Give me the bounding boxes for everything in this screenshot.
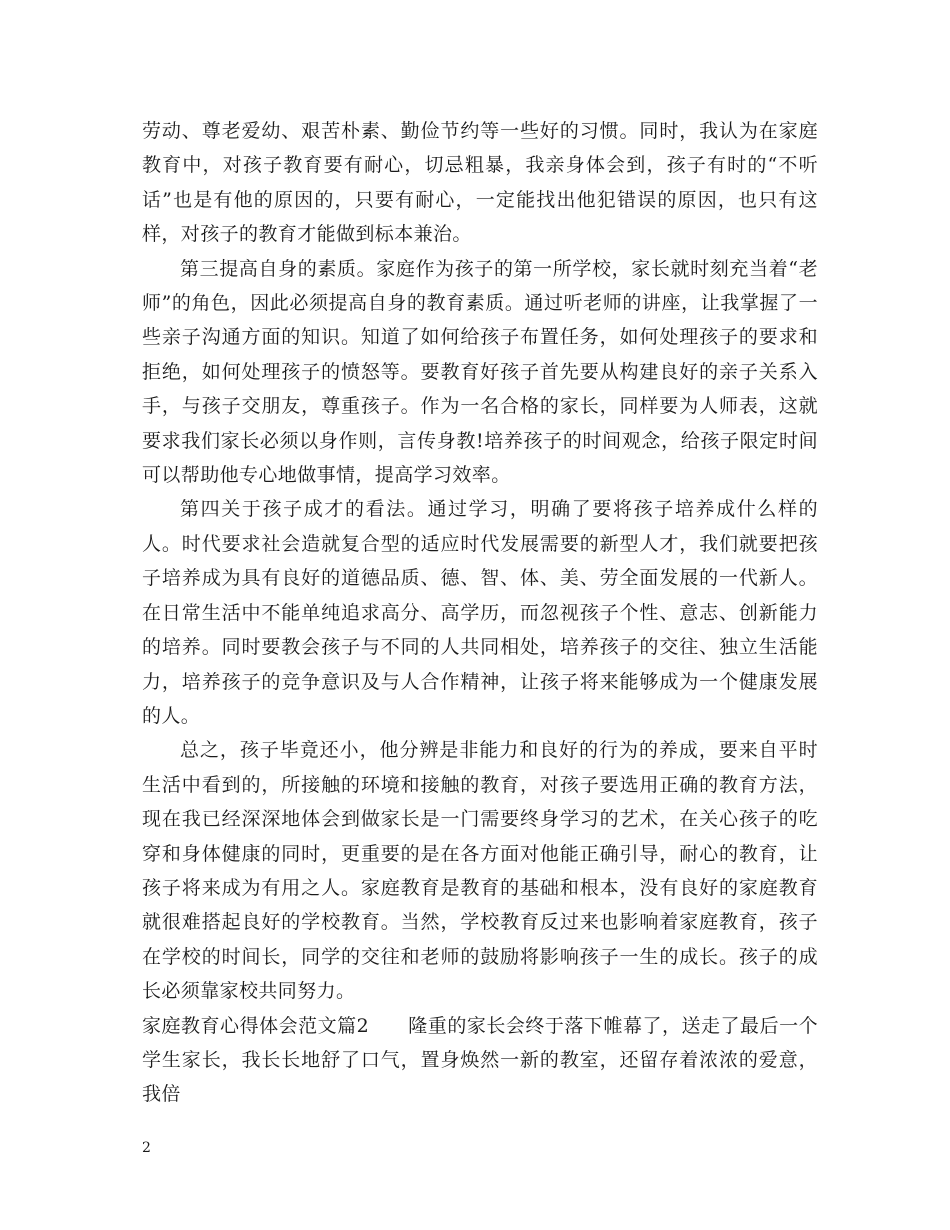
paragraph-next-article: 家庭教育心得体会范文篇2 隆重的家长会终于落下帷幕了，送走了最后一个学生家长，我长长地舒了口气，置身焕然一新的教室，还留存着浓浓的爱意，我倍 <box>142 1014 818 1106</box>
body-text <box>142 114 818 1112</box>
paragraph-conclusion: 总之，孩子毕竟还小，他分辨是非能力和良好的行为的养成，要来自平时生活中看到的，所接触的环境和接触的教育，对孩子要选用正确的教育方法，现在我已经深深地体会到做家长是一门需要终身学习的艺术，在关心孩子的吃穿和身体健康的同时，更重要的是在各方面对他能正确引导，耐心的教育，让孩子将来成为有用之人。家庭教育是教育的基础和根本，没有良好的家庭教育就很难搭起良好的学校教育。当然，学校教育反过来也影响着家庭教育，孩子在学校的时间长，同学的交往和老师的鼓励将影响孩子一生的成长。孩子的成长必须靠家校共同努力。 <box>142 739 818 1003</box>
paragraph-continuation: 劳动、尊老爱幼、艰苦朴素、勤俭节约等一些好的习惯。同时，我认为在家庭教育中，对孩子教育要有耐心，切忌粗暴，我亲身体会到，孩子有时的“不听话”也是有他的原因的，只要有耐心，一定能找出他犯错误的原因，也只有这样，对孩子的教育才能做到标本兼治。 <box>142 120 818 246</box>
paragraph-self-quality: 第三提高自身的素质。家庭作为孩子的第一所学校，家长就时刻充当着“老师”的角色，因此必须提高自身的教育素质。通过听老师的讲座，让我掌握了一些亲子沟通方面的知识。知道了如何给孩子布置任务，如何处理孩子的要求和拒绝，如何处理孩子的愤怒等。要教育好孩子首先要从构建良好的亲子关系入手，与孩子交朋友，尊重孩子。作为一名合格的家长，同样要为人师表，这就要求我们家长必须以身作则，言传身教!培养孩子的时间观念，给孩子限定时间可以帮助他专心地做事情，提高学习效率。 <box>142 257 818 487</box>
page-number: 2 <box>142 1140 151 1156</box>
paragraph-child-success: 第四关于孩子成才的看法。通过学习，明确了要将孩子培养成什么样的人。时代要求社会造就复合型的适应时代发展需要的新型人才，我们就要把孩子培养成为具有良好的道德品质、德、智、体、美、劳全面发展的一代新人。在日常生活中不能单纯追求高分、高学历，而忽视孩子个性、意志、创新能力的培养。同时要教会孩子与不同的人共同相处，培养孩子的交往、独立生活能力，培养孩子的竞争意识及与人合作精神，让孩子将来能够成为一个健康发展的人。 <box>142 498 818 727</box>
